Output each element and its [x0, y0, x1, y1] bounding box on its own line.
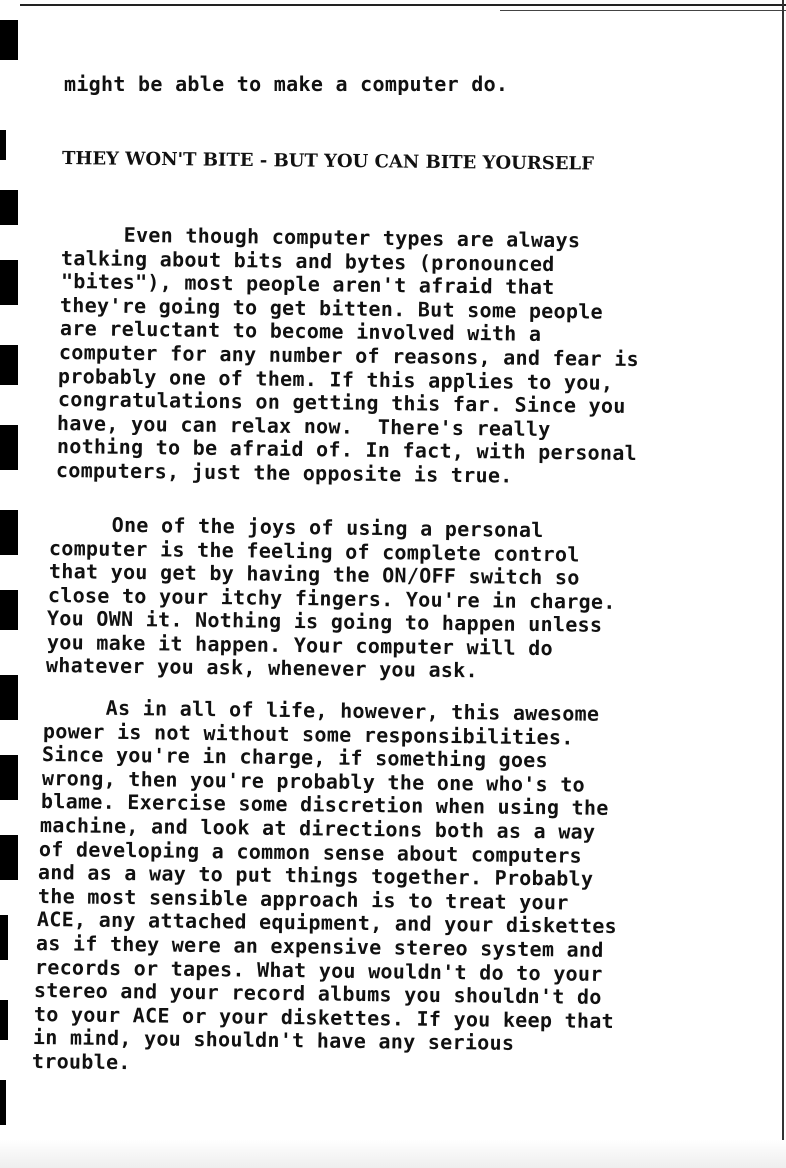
text-line: nothing to be afraid of. In fact, with personal — [56, 434, 637, 466]
text-line: machine, and look at directions both as a way — [39, 813, 596, 844]
text-line: ACE, any attached equipment, and your diskettes — [36, 907, 617, 939]
text-line: Since you're in charge, if something goes — [42, 742, 549, 773]
text-line: they're going to get bitten. But some people — [60, 292, 604, 324]
text-line: talking about bits and bytes (pronounced — [61, 245, 556, 276]
text-line: to your ACE or your diskettes. If you keep that — [33, 1001, 614, 1033]
text-line: Even though computer types are always — [61, 222, 581, 253]
margin-mark — [0, 1000, 8, 1040]
text-line: trouble. — [31, 1049, 131, 1075]
text-line: and as a way to put things together. Probably — [38, 860, 594, 891]
text-line: as if they were an expensive stereo system and — [35, 931, 604, 962]
text-line: in mind, you shouldn't have any serious — [32, 1025, 515, 1056]
margin-mark — [0, 190, 18, 225]
text-line: you make it happen. Your computer will do — [46, 629, 553, 660]
text-line: computers, just the opposite is true. — [55, 458, 513, 488]
margin-mark — [0, 510, 18, 555]
margin-mark — [0, 260, 18, 305]
margin-mark — [0, 345, 18, 385]
text-line: wrong, then you're probably the one who's to — [41, 765, 585, 797]
text-line: blame. Exercise some discretion when using the — [40, 789, 609, 821]
text-line: have, you can relax now. There's really — [57, 410, 551, 441]
intro-line: might be able to make a computer do. — [64, 72, 509, 96]
text-line: are reluctant to become involved with a — [59, 316, 542, 347]
text-line: of developing a common sense about computers — [39, 836, 583, 868]
text-line: One of the joys of using a personal — [49, 512, 544, 543]
top-rule — [20, 4, 786, 6]
margin-mark — [0, 425, 18, 470]
text-line: whatever you ask, whenever you ask. — [45, 653, 478, 683]
text-line: computer for any number of reasons, and fear is — [58, 340, 640, 372]
text-line: You OWN it. Nothing is going to happen unless — [47, 606, 603, 637]
text-line: stereo and your record albums you shouldn't do — [34, 978, 603, 1010]
margin-mark — [0, 755, 18, 800]
text-line: close to your itchy fingers. You're in charge. — [47, 582, 616, 614]
margin-mark — [0, 675, 18, 720]
margin-mark — [0, 130, 6, 160]
margin-mark — [0, 835, 18, 880]
margin-mark — [0, 20, 18, 60]
text-line: computer is the feeling of complete control — [49, 535, 581, 566]
section-heading: THEY WON'T BITE - BUT YOU CAN BITE YOURSELF — [61, 148, 595, 175]
text-line: As in all of life, however, this awesome — [43, 695, 600, 726]
text-line: that you get by having the ON/OFF switch so — [48, 559, 580, 590]
margin-mark — [0, 590, 18, 630]
top-rule-secondary — [500, 10, 786, 11]
text-line: power is not without some responsibilities. — [43, 718, 574, 750]
scan-bottom-edge — [0, 1140, 786, 1168]
margin-mark — [0, 1080, 6, 1125]
text-line: the most sensible approach is to treat your — [37, 883, 569, 915]
text-line: records or tapes. What you wouldn't do to your — [35, 954, 603, 986]
text-line: "bites"), most people aren't afraid that — [60, 269, 555, 300]
right-edge-rule — [782, 0, 784, 1168]
text-line: probably one of them. If this applies to you, — [58, 363, 614, 395]
text-line: congratulations on getting this far. Since you — [57, 387, 626, 419]
margin-mark — [0, 915, 8, 960]
